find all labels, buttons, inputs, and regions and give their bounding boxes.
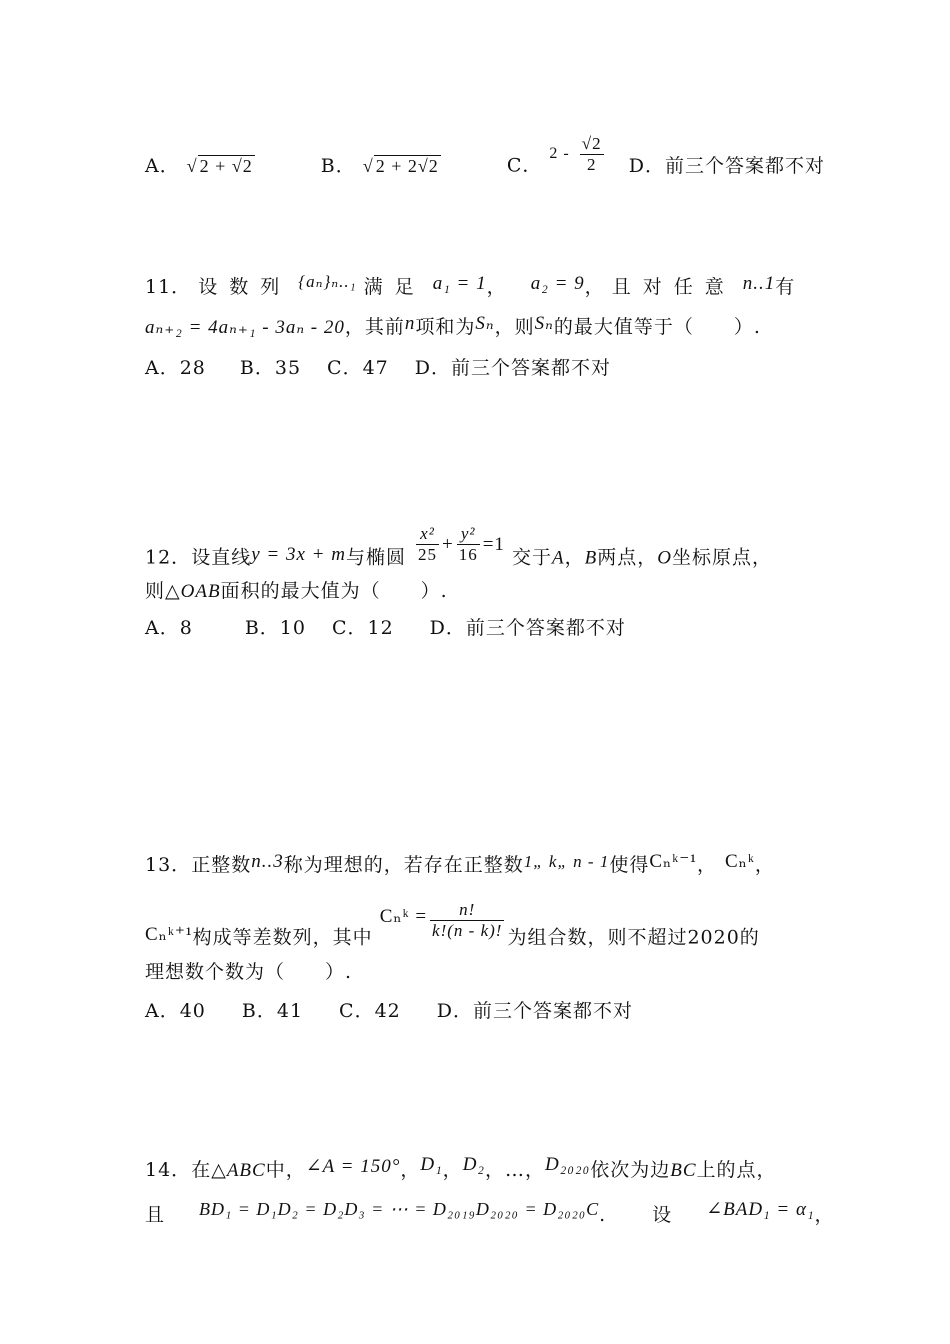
q13-line2: Cₙᵏ⁺¹构成等差数列，其中 Cₙᵏ = $\frac{n!}{k!(n - k)!}$ 为组合数，则不超过2020的: [145, 900, 760, 949]
q10-option-c: C． $^{2 -}$ $\frac{√2}{2}$: [506, 134, 602, 177]
q12-options: A．8 B．10 C．12 D．前三个答案都不对: [145, 617, 626, 639]
q11-recurrence: aₙ₊₂ = 4aₙ₊₁ - 3aₙ - 20: [145, 317, 345, 338]
q11-line1: 11． 设数列 {aₙ}ₙ..₁ 满足 a₁ = 1， a₂ = 9， 且对任意 n..1有: [145, 272, 796, 298]
q10-option-a: A． √ 2 + √2: [145, 154, 253, 177]
q13-options: A．40 B．41 C．42 D．前三个答案都不对: [145, 1000, 633, 1022]
q10-option-d: D．前三个答案都不对: [628, 154, 825, 177]
q14-line1: 14．在△ABC中，∠A = 150°，D₁，D₂，…，D₂₀₂₀依次为边BC上的点，: [145, 1154, 777, 1181]
q11-line2: aₙ₊₂ = 4aₙ₊₁ - 3aₙ - 20，其前n项和为Sₙ，则Sₙ的最大值等于（ ）.: [145, 313, 761, 338]
q10-options: [145, 134, 830, 187]
q12-line1: 12．设直线y = 3x + m与椭圆 $\frac{\text{x²}}{25}$ + $\frac{\text{y²}}{16}$ =1 交于A，B两点，O坐标原点，: [145, 524, 772, 569]
q10-option-b: B． √ 2 + 2√2: [320, 154, 439, 177]
q13-line1: 13．正整数n..3称为理想的，若存在正整数1„ k„ n - 1使得Cₙᵏ⁻¹， Cₙᵏ，: [145, 851, 775, 876]
q10-option-a-value: √ 2 + √2: [186, 155, 253, 176]
q12-line2: 则△OAB面积的最大值为（ ）.: [145, 580, 448, 602]
q13-line3: 理想数个数为（ ）.: [145, 961, 353, 983]
q11-number: 11．: [145, 276, 192, 298]
q14-line2: 且 BD₁ = D₁D₂ = D₂D₃ = ⋯ = D₂₀₁₉D₂₀₂₀ = D₂₀₂₀C. 设 ∠BAD₁ = α₁，: [145, 1199, 835, 1226]
q10-option-b-value: √ 2 + 2√2: [362, 155, 439, 176]
q11-options: A．28 B．35 C．47 D．前三个答案都不对: [145, 357, 611, 379]
